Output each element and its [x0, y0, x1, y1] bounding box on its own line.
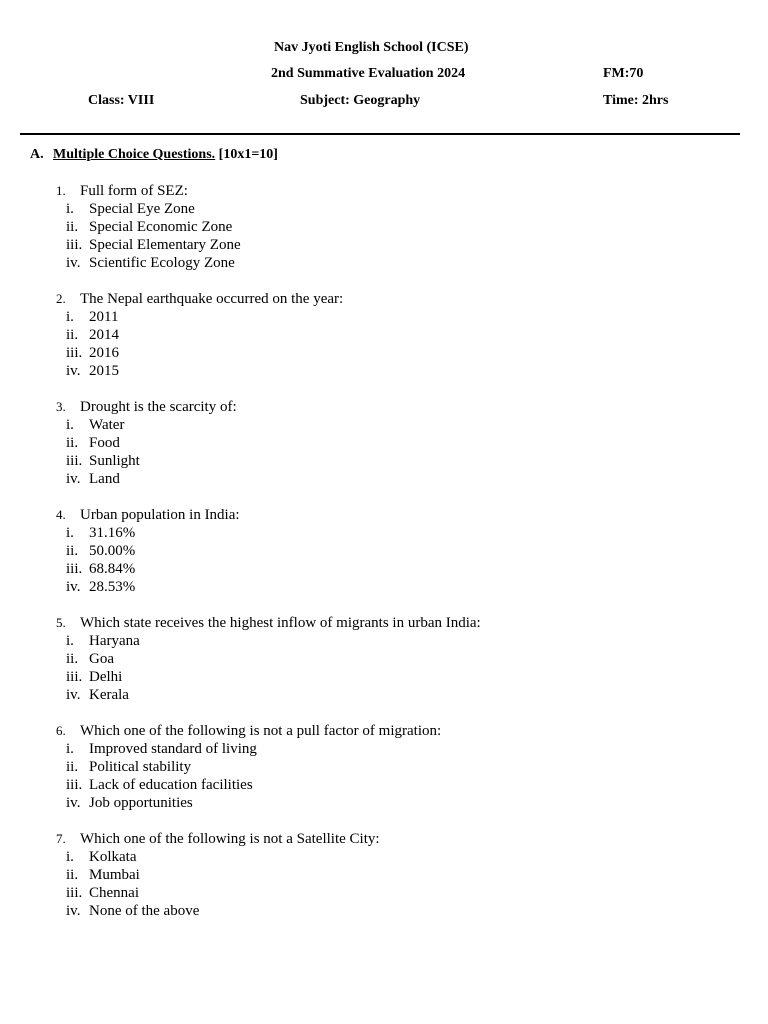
option-item: [0, 686, 768, 704]
option-text: Special Economic Zone: [89, 219, 233, 235]
option-item: [0, 866, 768, 884]
option-label: iii.: [66, 345, 83, 361]
full-marks: FM:70: [603, 66, 644, 81]
option-item: [0, 326, 768, 344]
question-number: 2.: [56, 291, 66, 306]
question-number: 7.: [56, 831, 66, 846]
option-item: [0, 740, 768, 758]
option-text: Improved standard of living: [89, 741, 257, 757]
option-label: i.: [66, 525, 74, 541]
option-label: iii.: [66, 237, 83, 253]
option-text: 2016: [89, 345, 119, 361]
option-label: iv.: [66, 363, 81, 379]
option-text: 31.16%: [89, 525, 136, 541]
question-text: The Nepal earthquake occurred on the year:: [80, 291, 344, 307]
option-item: [0, 902, 768, 920]
option-text: 50.00%: [89, 543, 136, 559]
question-item: [0, 830, 768, 920]
question-line: [0, 506, 768, 524]
option-text: Sunlight: [89, 453, 140, 469]
option-item: [0, 362, 768, 380]
question-list: [0, 182, 768, 938]
option-label: ii.: [66, 435, 79, 451]
question-text: Which one of the following is not a Satellite City:: [80, 831, 380, 847]
option-item: [0, 254, 768, 272]
exam-title: 2nd Summative Evaluation 2024: [271, 66, 466, 81]
option-text: 28.53%: [89, 579, 136, 595]
option-text: 2015: [89, 363, 119, 379]
question-number: 1.: [56, 183, 66, 198]
option-label: i.: [66, 849, 74, 865]
option-label: ii.: [66, 327, 79, 343]
question-line: [0, 722, 768, 740]
question-text: Which one of the following is not a pull factor of migration:: [80, 723, 442, 739]
question-item: [0, 398, 768, 488]
section-marks: [10x1=10]: [215, 147, 278, 162]
option-item: [0, 758, 768, 776]
question-item: [0, 614, 768, 704]
option-text: Special Elementary Zone: [89, 237, 241, 253]
option-label: i.: [66, 633, 74, 649]
option-label: iii.: [66, 561, 83, 577]
option-label: iv.: [66, 687, 81, 703]
option-label: iii.: [66, 777, 83, 793]
option-text: Kolkata: [89, 849, 137, 865]
option-text: Kerala: [89, 687, 129, 703]
option-text: Lack of education facilities: [89, 777, 253, 793]
option-label: ii.: [66, 651, 79, 667]
option-item: [0, 308, 768, 326]
question-text: Urban population in India:: [80, 507, 240, 523]
option-text: Goa: [89, 651, 114, 667]
option-label: iv.: [66, 255, 81, 271]
question-line: [0, 398, 768, 416]
time-label: Time: 2hrs: [603, 93, 669, 108]
option-item: [0, 200, 768, 218]
option-label: iv.: [66, 579, 81, 595]
question-item: [0, 722, 768, 812]
option-text: Political stability: [89, 759, 192, 775]
option-item: [0, 542, 768, 560]
option-text: 2014: [89, 327, 119, 343]
option-label: i.: [66, 201, 74, 217]
option-label: iii.: [66, 453, 83, 469]
question-item: [0, 506, 768, 596]
question-line: [0, 182, 768, 200]
option-text: 68.84%: [89, 561, 136, 577]
option-item: [0, 632, 768, 650]
question-text: Drought is the scarcity of:: [80, 399, 237, 415]
option-text: Haryana: [89, 633, 140, 649]
option-text: Mumbai: [89, 867, 140, 883]
option-text: None of the above: [89, 903, 200, 919]
option-item: [0, 524, 768, 542]
question-line: [0, 614, 768, 632]
option-item: [0, 668, 768, 686]
question-text: Full form of SEZ:: [80, 183, 188, 199]
header-divider: [20, 133, 740, 135]
option-label: ii.: [66, 219, 79, 235]
section-heading: [30, 147, 278, 163]
option-item: [0, 218, 768, 236]
question-number: 4.: [56, 507, 66, 522]
question-number: 3.: [56, 399, 66, 414]
option-item: [0, 560, 768, 578]
option-label: ii.: [66, 543, 79, 559]
section-title: Multiple Choice Questions.: [53, 147, 216, 162]
option-label: iv.: [66, 903, 81, 919]
class-label: Class: VIII: [88, 93, 155, 108]
question-item: [0, 290, 768, 380]
question-number: 6.: [56, 723, 66, 738]
option-item: [0, 452, 768, 470]
option-text: Special Eye Zone: [89, 201, 195, 217]
question-line: [0, 830, 768, 848]
option-label: i.: [66, 417, 74, 433]
question-line: [0, 290, 768, 308]
option-item: [0, 848, 768, 866]
option-item: [0, 434, 768, 452]
option-label: iii.: [66, 885, 83, 901]
question-number: 5.: [56, 615, 66, 630]
option-text: Land: [89, 471, 120, 487]
question-text: Which state receives the highest inflow of migrants in urban India:: [80, 615, 481, 631]
option-label: i.: [66, 309, 74, 325]
option-label: ii.: [66, 867, 79, 883]
section-letter: A.: [30, 147, 44, 162]
option-text: 2011: [89, 309, 119, 325]
option-item: [0, 344, 768, 362]
option-item: [0, 794, 768, 812]
option-label: iv.: [66, 471, 81, 487]
option-text: Water: [89, 417, 125, 433]
option-text: Delhi: [89, 669, 123, 685]
option-text: Food: [89, 435, 120, 451]
option-item: [0, 650, 768, 668]
option-item: [0, 236, 768, 254]
option-text: Chennai: [89, 885, 139, 901]
option-item: [0, 578, 768, 596]
option-item: [0, 470, 768, 488]
option-item: [0, 884, 768, 902]
question-item: [0, 182, 768, 272]
option-label: iii.: [66, 669, 83, 685]
option-item: [0, 416, 768, 434]
option-text: Scientific Ecology Zone: [89, 255, 235, 271]
option-item: [0, 776, 768, 794]
option-label: ii.: [66, 759, 79, 775]
option-text: Job opportunities: [89, 795, 193, 811]
subject-label: Subject: Geography: [300, 93, 421, 108]
option-label: i.: [66, 741, 74, 757]
school-name: Nav Jyoti English School (ICSE): [274, 40, 469, 55]
option-label: iv.: [66, 795, 81, 811]
